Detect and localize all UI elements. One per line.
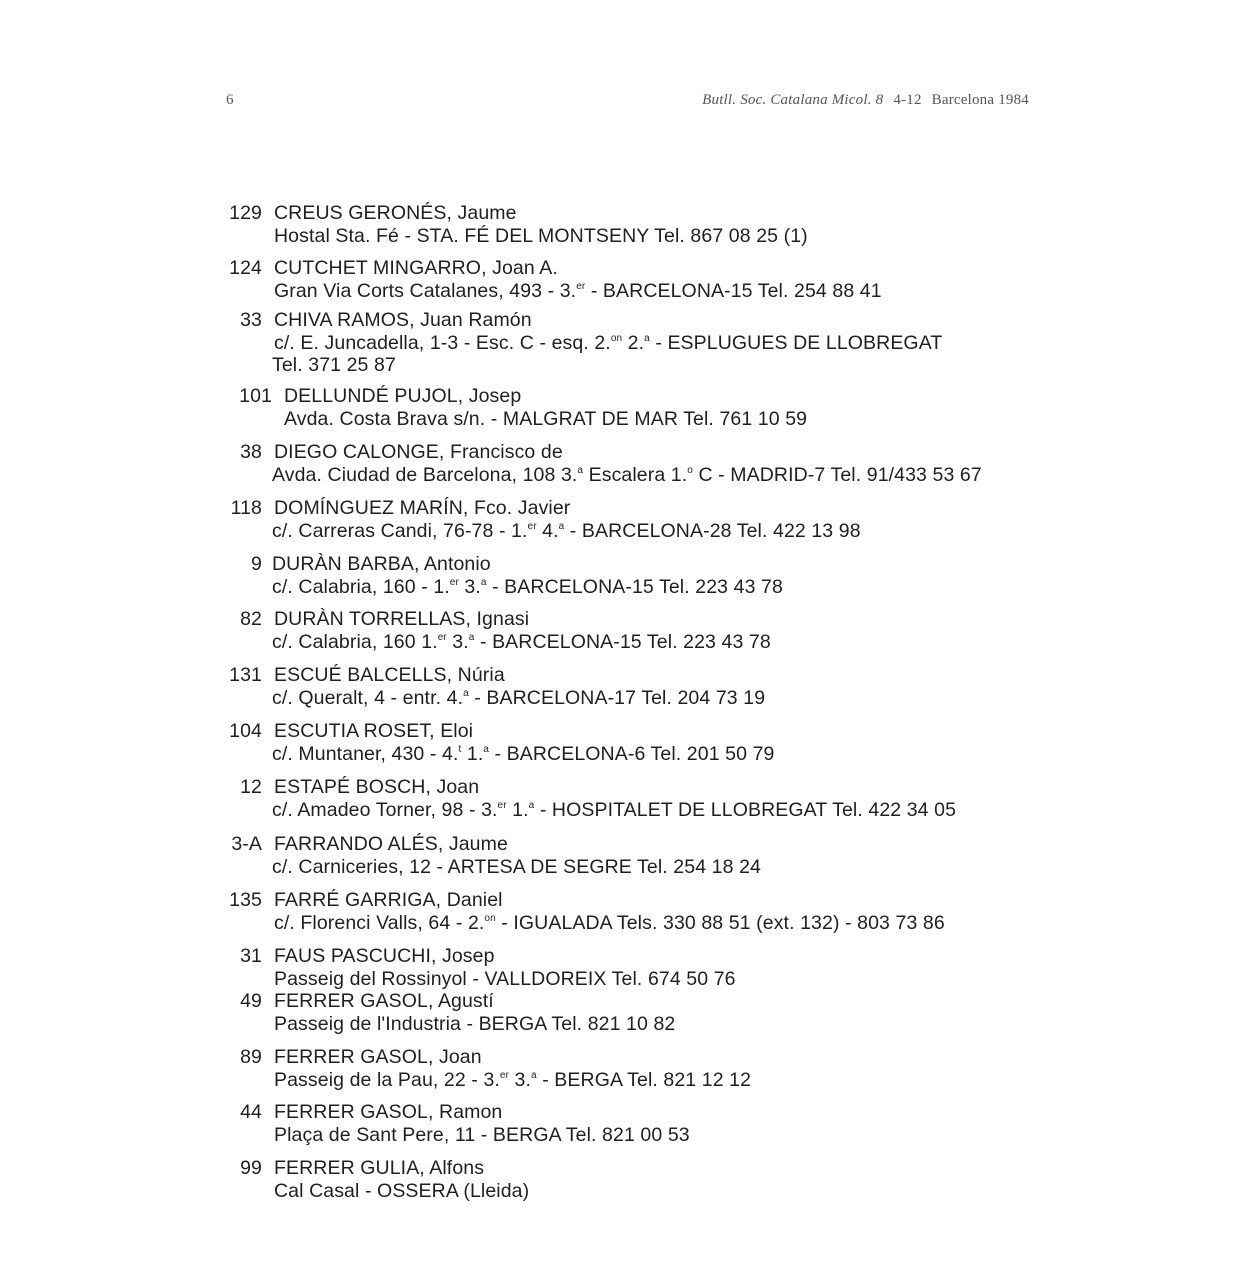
member-name: CUTCHET MINGARRO, Joan A. [274, 257, 558, 279]
member-name: DURÀN TORRELLAS, Ignasi [274, 608, 530, 630]
member-name: FERRER GASOL, Agustí [274, 990, 494, 1012]
member-address: Avda. Costa Brava s/n. - MALGRAT DE MAR Tel. 761 10 59 [284, 408, 808, 430]
member-address: Plaça de Sant Pere, 11 - BERGA Tel. 821 00 53 [274, 1124, 690, 1146]
member-name: FERRER GULIA, Alfons [274, 1157, 485, 1179]
member-number: 129 [229, 202, 262, 224]
journal-place-year: Barcelona 1984 [931, 92, 1029, 108]
member-name: FERRER GASOL, Ramon [274, 1101, 503, 1123]
member-number: 124 [229, 257, 262, 279]
member-number: 3-A [231, 833, 262, 855]
member-address: c/. Calabria, 160 1.$^{er}$ 3.$^a$ - BARCELONA-15 Tel. 223 43 78 [272, 631, 771, 653]
journal-volume: 8 [875, 92, 884, 108]
member-number: 89 [240, 1046, 262, 1068]
member-address: c/. Amadeo Torner, 98 - 3.$^{er}$ 1.$^a$ - HOSPITALET DE LLOBREGAT Tel. 422 34 05 [272, 799, 957, 821]
member-name: ESCUÉ BALCELLS, Núria [274, 664, 505, 686]
member-name: ESCUTIA ROSET, Eloi [274, 720, 474, 742]
member-address: c/. Carniceries, 12 - ARTESA DE SEGRE Tel. 254 18 24 [272, 856, 761, 878]
member-address: Cal Casal - OSSERA (Lleida) [274, 1180, 530, 1202]
member-name: CHIVA RAMOS, Juan Ramón [274, 309, 532, 331]
member-name: FARRANDO ALÉS, Jaume [274, 833, 508, 855]
member-address: c/. E. Juncadella, 1-3 - Esc. C - esq. 2.$^{on}$ 2.$^a$ - ESPLUGUES DE LLOBREGAT [274, 332, 943, 354]
member-address: c/. Florenci Valls, 64 - 2.$^{on}$ - IGUALADA Tels. 330 88 51 (ext. 132) - 803 73 86 [274, 912, 945, 934]
member-number: 82 [240, 608, 262, 630]
member-name: FAUS PASCUCHI, Josep [274, 945, 495, 967]
member-name: FERRER GASOL, Joan [274, 1046, 482, 1068]
member-number: 38 [240, 441, 262, 463]
member-name: DURÀN BARBA, Antonio [272, 553, 491, 575]
member-name: CREUS GERONÉS, Jaume [274, 202, 517, 224]
member-address: Avda. Ciudad de Barcelona, 108 3.$^a$ Escalera 1.$^o$ C - MADRID-7 Tel. 91/433 53 67 [272, 464, 982, 486]
member-name: DELLUNDÉ PUJOL, Josep [284, 385, 522, 407]
member-address: Hostal Sta. Fé - STA. FÉ DEL MONTSENY Tel. 867 08 25 (1) [274, 225, 808, 247]
member-address: Passeig del Rossinyol - VALLDOREIX Tel. 674 50 76 [274, 968, 736, 990]
journal-pages: 4-12 [893, 92, 922, 108]
member-address: Passeig de l'Industria - BERGA Tel. 821 10 82 [274, 1013, 676, 1035]
member-number: 104 [229, 720, 262, 742]
member-name: DIEGO CALONGE, Francisco de [274, 441, 563, 463]
member-number: 131 [229, 664, 262, 686]
page-number: 6 [226, 92, 234, 108]
member-name: ESTAPÉ BOSCH, Joan [274, 776, 480, 798]
member-address: c/. Carreras Candi, 76-78 - 1.$^{er}$ 4.$^a$ - BARCELONA-28 Tel. 422 13 98 [272, 520, 861, 542]
member-number: 31 [240, 945, 262, 967]
journal-title: Butll. Soc. Catalana Micol. [702, 92, 872, 108]
member-name: FARRÉ GARRIGA, Daniel [274, 889, 503, 911]
member-name: DOMÍNGUEZ MARÍN, Fco. Javier [274, 497, 571, 519]
member-number: 99 [240, 1157, 262, 1179]
member-number: 49 [240, 990, 262, 1012]
member-number: 135 [229, 889, 262, 911]
running-head [702, 92, 1029, 109]
member-number: 118 [230, 497, 262, 519]
member-address: c/. Calabria, 160 - 1.$^{er}$ 3.$^a$ - BARCELONA-15 Tel. 223 43 78 [272, 576, 783, 598]
member-address: c/. Queralt, 4 - entr. 4.$^a$ - BARCELONA-17 Tel. 204 73 19 [272, 687, 766, 709]
member-address: c/. Muntaner, 430 - 4.$^t$ 1.$^a$ - BARCELONA-6 Tel. 201 50 79 [272, 743, 775, 765]
member-address: Gran Via Corts Catalanes, 493 - 3.$^{er}$ - BARCELONA-15 Tel. 254 88 41 [274, 280, 882, 302]
member-number: 9 [251, 553, 262, 575]
member-number: 44 [240, 1101, 262, 1123]
member-number: 101 [239, 385, 272, 407]
member-number: 33 [240, 309, 262, 331]
member-address-continued: Tel. 371 25 87 [272, 354, 396, 376]
member-number: 12 [240, 776, 262, 798]
member-address: Passeig de la Pau, 22 - 3.$^{er}$ 3.$^a$ - BERGA Tel. 821 12 12 [274, 1069, 752, 1091]
